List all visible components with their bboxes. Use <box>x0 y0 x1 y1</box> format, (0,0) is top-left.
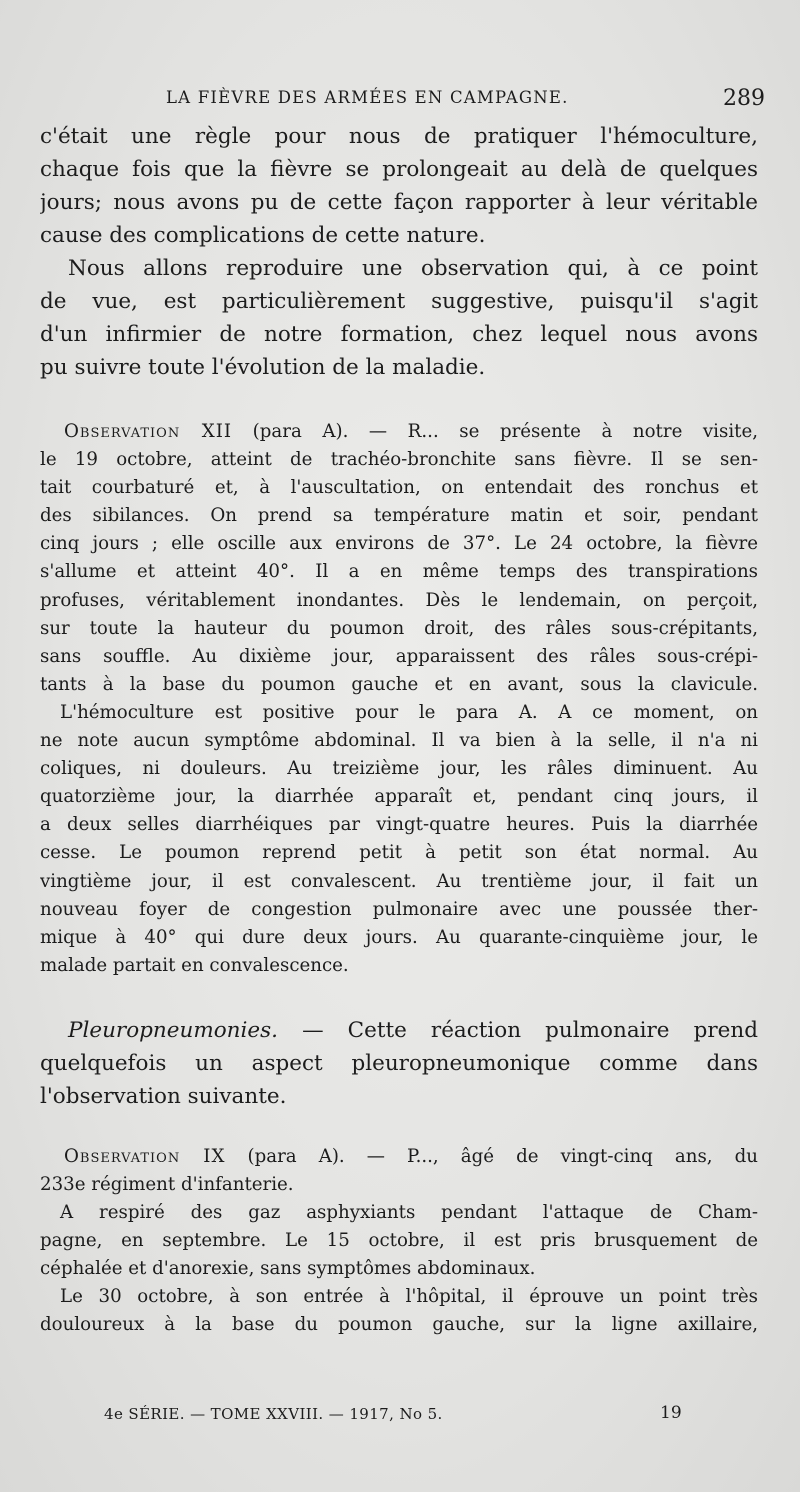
paragraph-2 <box>40 252 758 384</box>
pleuropneumonies-section <box>40 1014 758 1113</box>
text-line: L'hémoculture est positive pour le para A. A ce moment, on <box>60 701 758 723</box>
text-line: l'observation suivante. <box>40 1083 287 1109</box>
text-line: a deux selles diarrhéiques par vingt-quatre heures. Puis la diarrhée <box>40 814 758 836</box>
observation-ix <box>40 1143 758 1340</box>
text-line: A respiré des gaz asphyxiants pendant l'attaque de Cham- <box>60 1202 758 1224</box>
text-line: pu suivre toute l'évolution de la maladie. <box>40 355 486 380</box>
section-intro: — Cette réaction pulmonaire prend <box>302 1017 758 1043</box>
text-line: d'un infirmier de notre formation, chez lequel nous avons <box>40 322 758 347</box>
text-line: sur toute la hauteur du poumon droit, des râles sous-crépitants, <box>40 617 758 639</box>
observation-heading: Observation XII <box>64 421 233 442</box>
text-line: sans souffle. Au dixième jour, apparaissent des râles sous-crépi- <box>40 645 758 667</box>
text-line: cinq jours ; elle oscille aux environs de 37°. Le 24 octobre, la fièvre <box>40 533 758 555</box>
text-line: mique à 40° qui dure deux jours. Au quarante-cinquième jour, le <box>40 926 758 948</box>
body-text <box>40 120 758 1340</box>
text-line: pagne, en septembre. Le 15 octobre, il est pris brusquement de <box>40 1230 758 1252</box>
text-line: coliques, ni douleurs. Au treizième jour, les râles diminuent. Au <box>40 758 758 780</box>
signature-mark: 19 <box>660 1403 682 1423</box>
text-line: céphalée et d'anorexie, sans symptômes abdominaux. <box>40 1258 536 1280</box>
running-head: LA FIÈVRE DES ARMÉES EN CAMPAGNE. <box>166 88 569 107</box>
observation-intro: (para A). — P..., âgé de vingt-cinq ans, du <box>247 1145 758 1167</box>
text-line: tants à la base du poumon gauche et en avant, sous la clavicule. <box>40 673 758 695</box>
text-line: de vue, est particulièrement suggestive, puisqu'il s'agit <box>40 289 758 314</box>
observation-intro: (para A). — R... se présente à notre visite, <box>252 421 758 442</box>
observation-heading: Observation IX <box>64 1145 226 1167</box>
page-header <box>40 86 770 116</box>
text-line: profuses, véritablement inondantes. Dès le lendemain, on perçoit, <box>40 589 758 611</box>
text-line: cause des complications de cette nature. <box>40 223 486 248</box>
text-line: Le 30 octobre, à son entrée à l'hôpital, il éprouve un point très <box>60 1286 758 1308</box>
text-line: c'était une règle pour nous de pratiquer l'hémoculture, <box>40 124 758 149</box>
text-line: quelquefois un aspect pleuropneumonique comme dans <box>40 1050 758 1076</box>
observation-xii <box>40 418 758 980</box>
text-line: vingtième jour, il est convalescent. Au trentième jour, il fait un <box>40 870 758 892</box>
text-line: s'allume et atteint 40°. Il a en même temps des transpirations <box>40 561 758 583</box>
text-line: Nous allons reproduire une observation qui, à ce point <box>68 256 758 281</box>
text-line: le 19 octobre, atteint de trachéo-bronchite sans fièvre. Il se sen- <box>40 449 758 471</box>
text-line: chaque fois que la fièvre se prolongeait au delà de quelques <box>40 157 758 182</box>
observation-first-line <box>40 1143 758 1171</box>
text-line: 233e régiment d'infanterie. <box>40 1173 294 1195</box>
text-line: tait courbaturé et, à l'auscultation, on entendait des ronchus et <box>40 477 758 499</box>
paragraph-1 <box>40 120 758 252</box>
text-line: quatorzième jour, la diarrhée apparaît et, pendant cinq jours, il <box>40 786 758 808</box>
text-line: jours; nous avons pu de cette façon rapporter à leur véritable <box>40 190 758 215</box>
text-line: malade partait en convalescence. <box>40 954 349 976</box>
series-info: 4e SÉRIE. — TOME XXVIII. — 1917, No 5. <box>104 1405 443 1423</box>
observation-first-line <box>40 418 758 446</box>
text-line: des sibilances. On prend sa température matin et soir, pendant <box>40 505 758 527</box>
text-line: nouveau foyer de congestion pulmonaire avec une poussée ther- <box>40 898 758 920</box>
section-title: Pleuropneumonies. <box>68 1017 278 1043</box>
page-number: 289 <box>723 86 765 111</box>
text-line: cesse. Le poumon reprend petit à petit son état normal. Au <box>40 842 758 864</box>
page-footer <box>40 1405 758 1431</box>
text-line: douloureux à la base du poumon gauche, sur la ligne axillaire, <box>40 1314 758 1336</box>
section-first-line <box>40 1014 758 1047</box>
text-line: ne note aucun symptôme abdominal. Il va bien à la selle, il n'a ni <box>40 730 758 752</box>
